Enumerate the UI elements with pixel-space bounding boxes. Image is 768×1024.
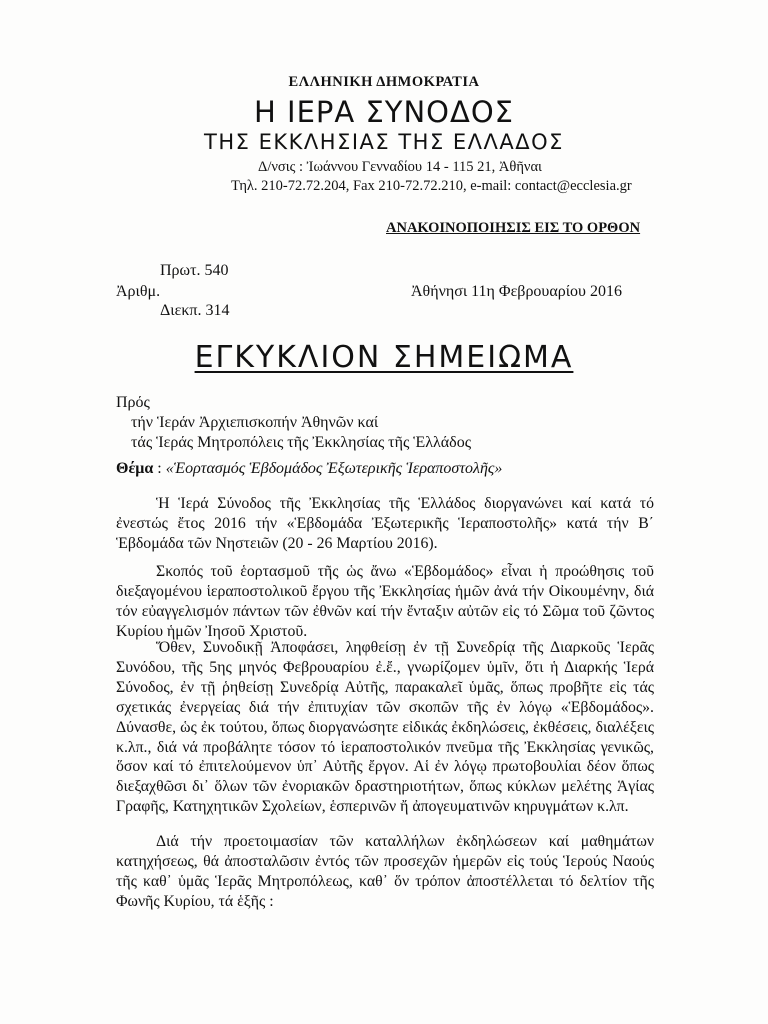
body-paragraph-4 xyxy=(116,832,654,912)
arith-label: Ἀριθμ. xyxy=(116,283,161,300)
body-paragraph-2 xyxy=(116,562,654,642)
recipient-line-2: τάς Ἱεράς Μητροπόλεις τῆς Ἐκκλησίας τῆς Ἑλλάδος xyxy=(131,434,472,451)
republic-heading: ΕΛΛΗΝΙΚΗ ΔΗΜΟΚΡΑΤΙΑ xyxy=(288,74,480,90)
correction-notice: ΑΝΑΚΟΙΝΟΠΟΙΗΣΙΣ ΕΙΣ ΤΟ ΟΡΘΟΝ xyxy=(386,220,641,236)
contact-line: Τηλ. 210-72.72.204, Fax 210-72.72.210, e-mail: contact@ecclesia.gr xyxy=(231,178,632,194)
dispatch-number: Διεκπ. 314 xyxy=(160,302,230,319)
subject-text: «Ἑορτασμός Ἑβδομάδος Ἐξωτερικῆς Ἱεραποστολῆς» xyxy=(165,460,503,477)
body-paragraph-1 xyxy=(116,494,654,554)
document-date: Ἀθήνησι 11η Φεβρουαρίου 2016 xyxy=(411,283,622,300)
paragraph-text: Ὅθεν, Συνοδικῇ Ἀποφάσει, ληφθείσῃ ἐν τῇ Συνεδρίᾳ τῆς Διαρκοῦς Ἱερᾶς Συνόδου, τῆς 5ης μηνός Φεβρουαρίου ἐ.ἔ., γνωρίζομεν ὑμῖν, ὅτι ἡ Διαρκής Ἱερά Σύνοδος, ἐν τῇ ῥηθείσῃ Συνεδρίᾳ Αὐτῆς, παρακαλεῖ ὑμᾶς, ὅπως προβῆτε εἰς τάς σχετικάς ἐνεργείας διά τήν ἐπιτυχίαν τῶν σκοπῶν τῆς ἐν λόγῳ «Ἑβδομάδος». Δύνασθε, ὡς ἐκ τούτου, ὅπως διοργανώσητε εἰδικάς ἐκδηλώσεις, ἐκθέσεις, διαλέξεις κ.λπ., διά νά προβάλητε τόσον τό ἱεραποστολικόν πνεῦμα τῆς Ἐκκλησίας γενικῶς, ὅσον καί τό ἐπιτελούμενον ὑπ᾽ Αὐτῆς ἔργον. Αἱ ἐν λόγῳ πρωτοβουλίαι δέον ὅπως διεξαχθῶσι δι᾽ ὅλων τῶν ἐνοριακῶν δραστηριοτήτων, ὅπως κύκλων μελέτης Ἁγίας Γραφῆς, Κατηχητικῶν Σχολείων, ἑσπερινῶν ἤ ἀπογευματινῶν κηρυγμάτων κ.λπ. xyxy=(116,639,654,816)
paragraph-text: Ἡ Ἱερά Σύνοδος τῆς Ἐκκλησίας τῆς Ἑλλάδος διοργανώνει καί κατά τό ἐνεστώς ἔτος 2016 τήν «Ἑβδομάδα Ἐξωτερικῆς Ἱεραποστολῆς» κατά τήν Β΄ Ἑβδομάδα τῶν Νηστειῶν (20 - 26 Μαρτίου 2016). xyxy=(116,495,654,552)
subject-line xyxy=(116,460,502,478)
recipient-line-1: τήν Ἱεράν Ἀρχιεπισκοπήν Ἀθηνῶν καί xyxy=(131,414,379,431)
recipient-label: Πρός xyxy=(116,394,150,411)
body-paragraph-3 xyxy=(116,638,654,817)
document-title: ΕΓΚΥΚΛΙΟΝ ΣΗΜΕΙΩΜΑ xyxy=(194,340,574,375)
paragraph-text: Σκοπός τοῦ ἑορτασμοῦ τῆς ὡς ἄνω «Ἑβδομάδος» εἶναι ἡ προώθησις τοῦ διεξαγομένου ἱεραποστολικοῦ ἔργου τῆς Ἐκκλησίας ἡμῶν ἀνά τήν Οἰκουμένην, διά τόν εὐαγγελισμόν πάντων τῶν ἐθνῶν καί τήν ἔνταξιν αὐτῶν εἰς τό Σῶμα τοῦ ζῶντος Κυρίου ἡμῶν Ἰησοῦ Χριστοῦ. xyxy=(116,563,654,640)
subject-separator: : xyxy=(153,460,166,477)
address-line: Δ/νσις : Ἰωάννου Γενναδίου 14 - 115 21, Ἀθῆναι xyxy=(258,159,542,175)
paragraph-text: Διά τήν προετοιμασίαν τῶν καταλλήλων ἐκδηλώσεων καί μαθημάτων κατηχήσεως, θά ἀποσταλῶσιν ἐντός τῶν προσεχῶν ἡμερῶν εἰς τούς Ἱερούς Ναούς τῆς καθ᾽ ὑμᾶς Ἱερᾶς Μητροπόλεως, καθ᾽ ὅν τρόπον ἀποστέλλεται τό δελτίον τῆς Φωνῆς Κυρίου, τά ἑξῆς : xyxy=(116,833,654,910)
synod-title: Η ΙΕΡΑ ΣΥΝΟΔΟΣ xyxy=(254,95,514,129)
synod-subtitle: ΤΗΣ ΕΚΚΛΗΣΙΑΣ ΤΗΣ ΕΛΛΑΔΟΣ xyxy=(204,130,564,154)
protocol-number: Πρωτ. 540 xyxy=(160,262,229,279)
subject-label: Θέμα xyxy=(116,460,154,477)
